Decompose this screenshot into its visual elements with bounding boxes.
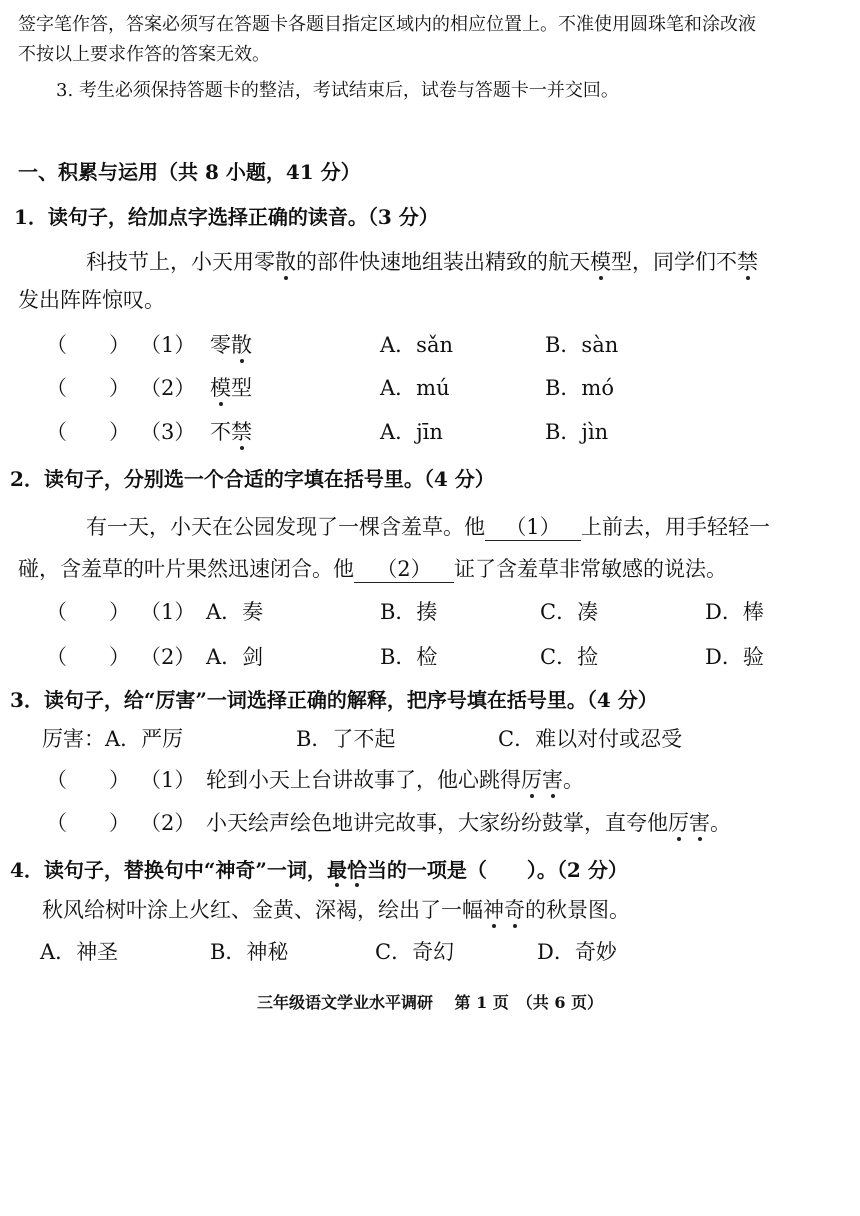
option-b[interactable]: B．神秘: [210, 940, 289, 964]
page-footer: 三年级语文学业水平调研 第 1 页 （共 6 页）: [256, 993, 604, 1012]
answer-paren[interactable]: （ ）: [46, 600, 130, 624]
option-a[interactable]: A．神圣: [40, 940, 119, 964]
q2-passage-line-1: 有一天，小天在公园发现了一棵含羞草。他 （1） 上前去，用手轻轻一: [86, 515, 770, 541]
answer-paren[interactable]: （ ）: [46, 645, 130, 669]
q4-sentence: 秋风给树叶涂上火红、金黄、深褐，绘出了一幅神奇的秋景图。: [42, 898, 630, 922]
q1-passage-line-1: 科技节上，小天用零散的部件快速地组装出精致的航天模型，同学们不禁: [86, 250, 758, 274]
answer-paren[interactable]: （ ）: [46, 811, 130, 835]
section-title: 一、积累与运用（共 8 小题，41 分）: [18, 160, 361, 184]
q1-passage-line-2: 发出阵阵惊叹。: [18, 288, 165, 312]
notice-line-1: 签字笔作答，答案必须写在答题卡各题目指定区域内的相应位置上。不准使用圆珠笔和涂改液: [18, 14, 756, 35]
option-d[interactable]: D．奇妙: [537, 940, 617, 964]
answer-paren[interactable]: （ ）: [46, 333, 130, 357]
answer-paren[interactable]: （ ）: [46, 768, 130, 792]
q4-title: 4．读句子，替换句中“神奇”一词，最恰当的一项是（ ）。（2 分）: [10, 858, 628, 882]
q3-title: 3．读句子，给“厉害”一词选择正确的解释，把序号填在括号里。（4 分）: [10, 688, 658, 712]
blank-2[interactable]: （2）: [354, 557, 454, 583]
notice-line-2: 不按以上要求作答的答案无效。: [18, 44, 270, 65]
q1-title: 1．读句子，给加点字选择正确的读音。（3 分）: [14, 205, 439, 229]
answer-paren[interactable]: （ ）: [46, 420, 130, 444]
notice-line-3: 3. 考生必须保持答题卡的整洁，考试结束后，试卷与答题卡一并交回。: [56, 80, 619, 101]
answer-paren[interactable]: （ ）: [46, 376, 130, 400]
q2-title: 2．读句子，分别选一个合适的字填在括号里。（4 分）: [10, 467, 495, 491]
q2-passage-line-2: 碰，含羞草的叶片果然迅速闭合。他 （2） 证了含羞草非常敏感的说法。: [18, 557, 727, 583]
option-c[interactable]: C．奇幻: [375, 940, 455, 964]
blank-1[interactable]: （1）: [485, 515, 581, 541]
